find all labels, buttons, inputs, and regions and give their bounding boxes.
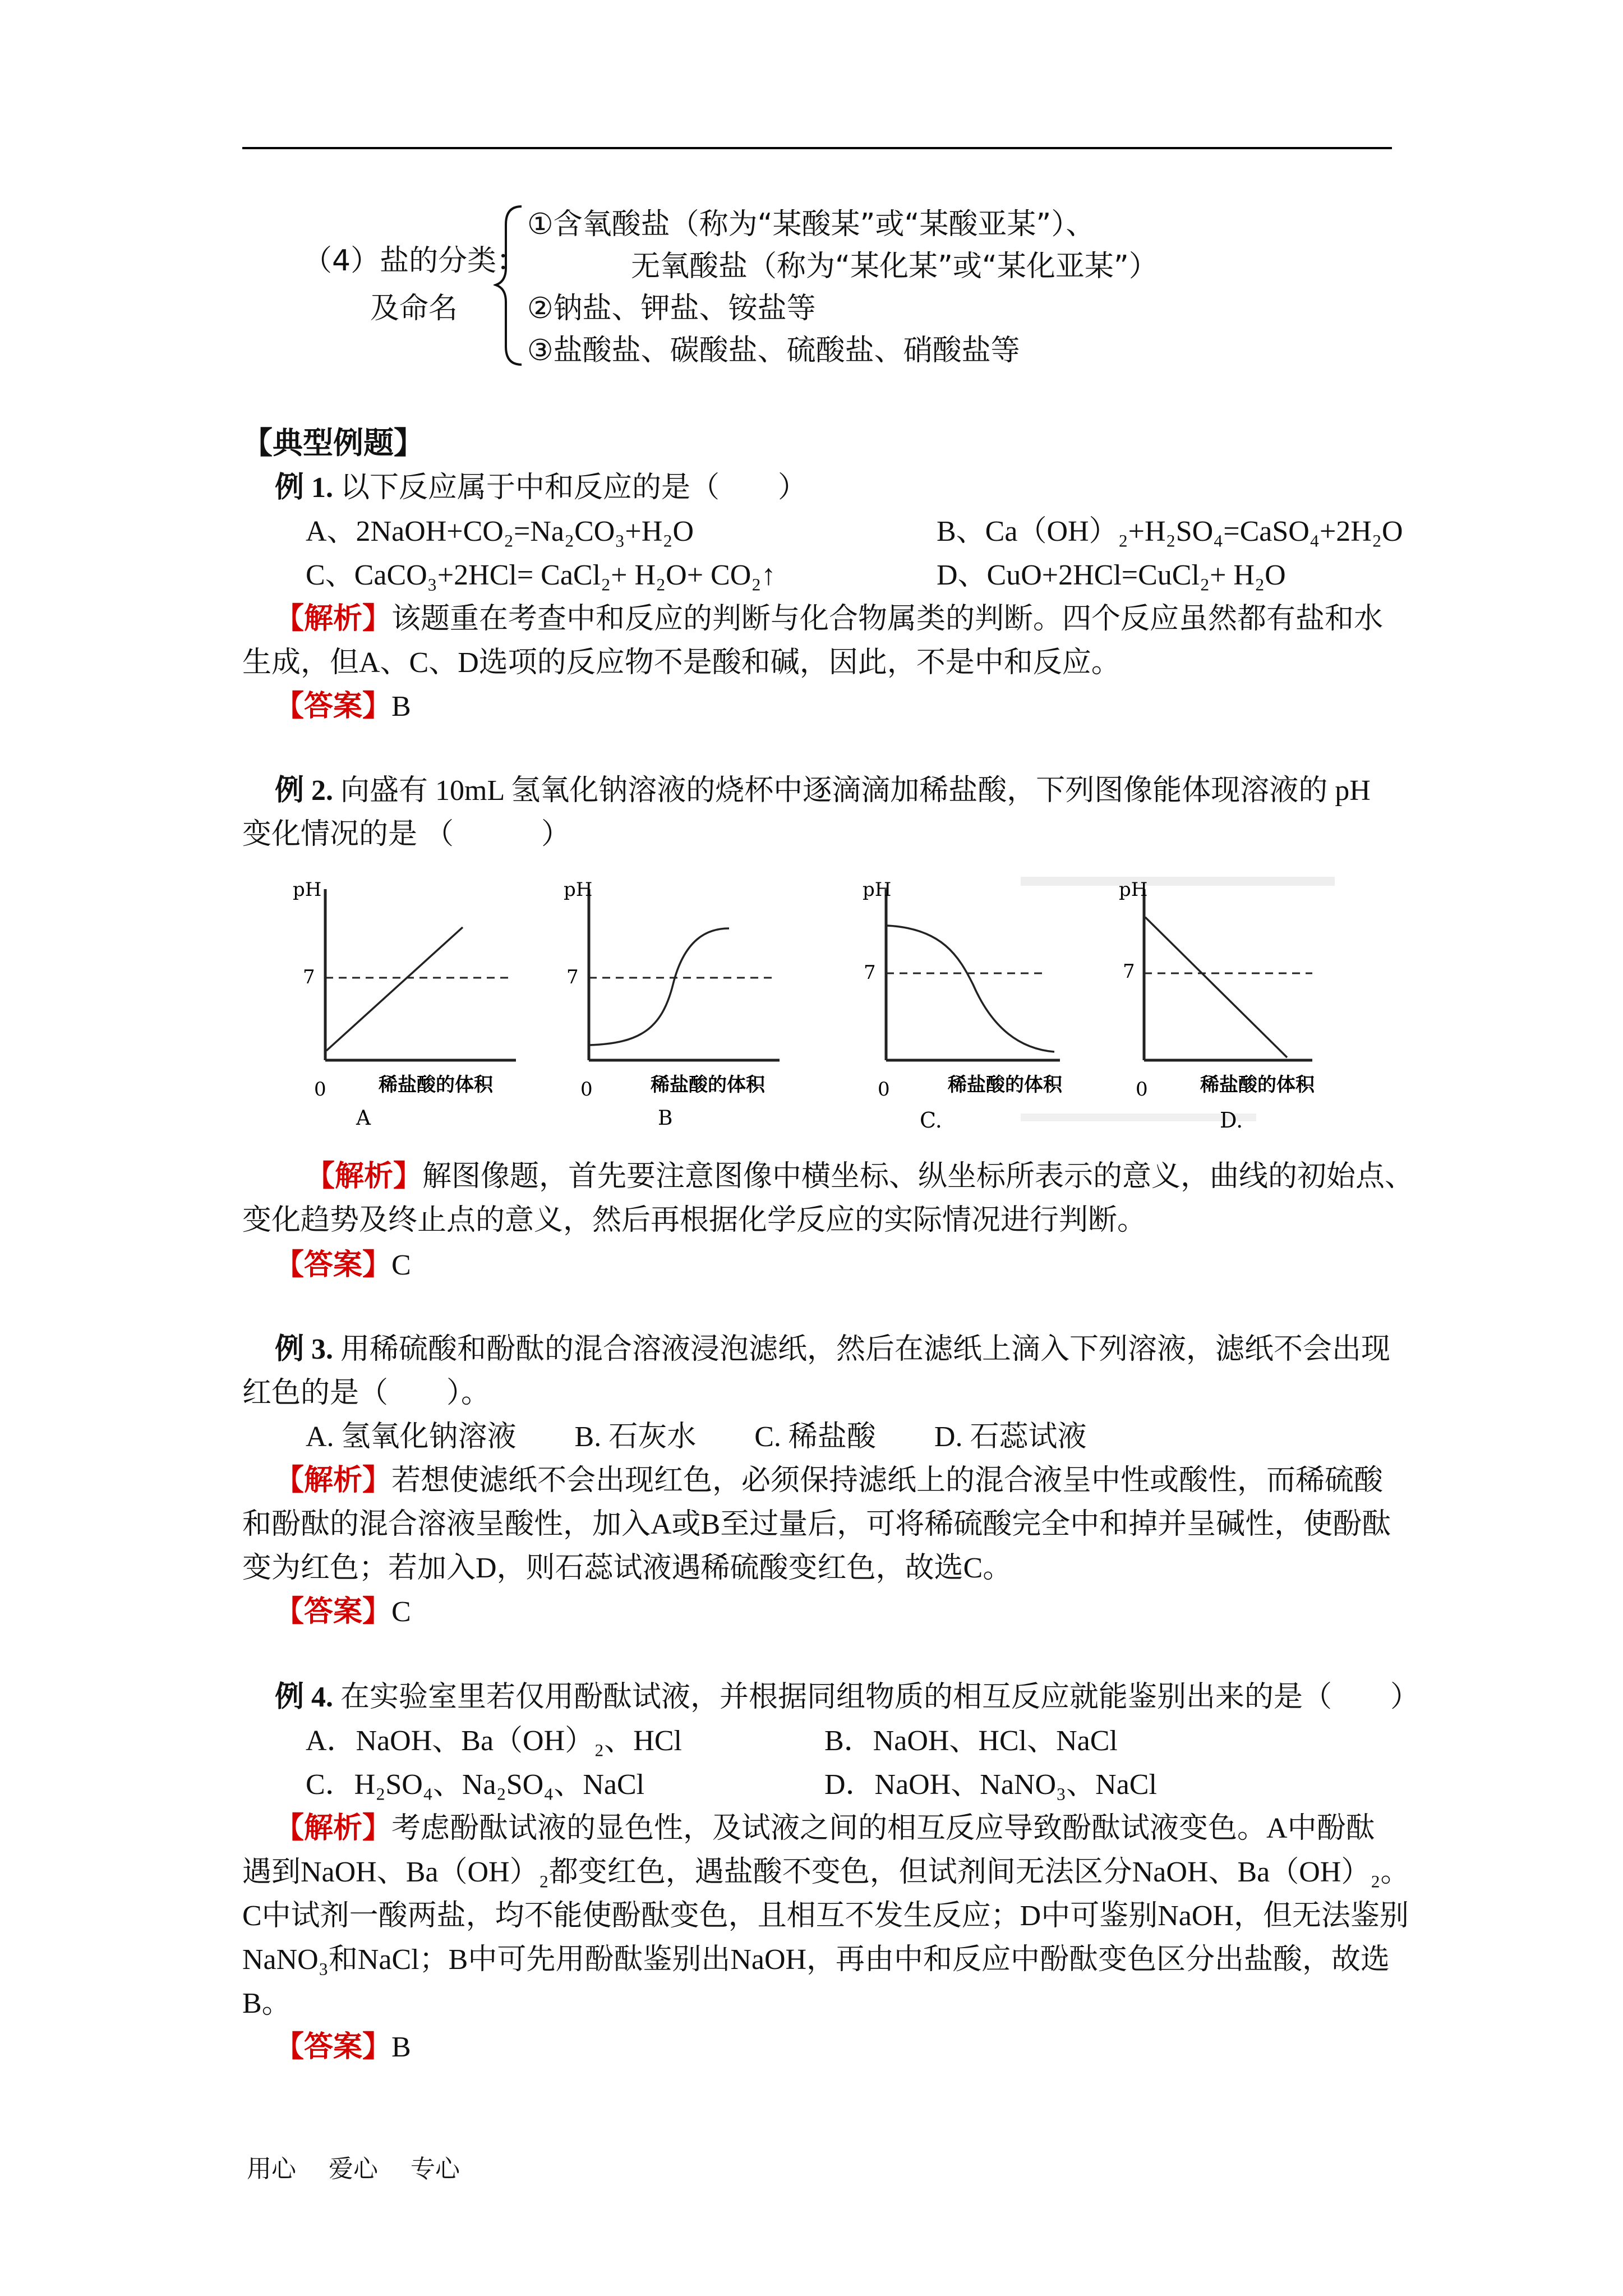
ex2-answer-tag: 【答案】	[275, 1249, 392, 1281]
ph-curve-c	[887, 926, 1054, 1052]
ex4-question	[275, 1681, 1419, 1714]
classification-item-2: ②钠盐、钾盐、铵盐等	[527, 292, 816, 325]
ex3-question-2: 红色的是（ ）。	[242, 1377, 491, 1409]
chart-panel-b	[564, 878, 780, 1130]
ex4-answer	[275, 2031, 411, 2064]
axis-ylabel-c: pH	[863, 878, 892, 901]
axis-ylabel-a: pH	[293, 878, 322, 901]
ex4-answer-value: B	[391, 2031, 411, 2063]
ex1-analysis-2: 生成，但A、C、D选项的反应物不是酸和碱，因此，不是中和反应。	[242, 647, 1121, 679]
panel-label-c: C.	[920, 1108, 942, 1133]
chart-panel-a	[293, 878, 516, 1130]
page-footer: 用心 爱心 专心	[247, 2155, 460, 2183]
section-title: 【典型例题】	[242, 425, 424, 461]
chart-panel-d	[1119, 878, 1315, 1133]
ex1-question-text: 以下反应属于中和反应的是（ ）	[340, 472, 808, 504]
ex3-analysis-2: 和酚酞的混合溶液呈酸性，加入A或B至过量后，可将稀硫酸完全中和掉并呈碱性，使酚酞	[242, 1508, 1391, 1540]
ex2-answer-value: C	[391, 1249, 411, 1281]
axis-xlabel-a: 稀盐酸的体积	[379, 1074, 493, 1096]
classification-label-2: 及命名	[370, 292, 458, 325]
ex3-answer	[275, 1595, 411, 1629]
ex3-analysis-text: 若想使滤纸不会出现红色，必须保持滤纸上的混合液呈中性或酸性，而稀硫酸	[391, 1465, 1384, 1497]
origin-d: 0	[1136, 1078, 1148, 1101]
ex2-label: 例 2.	[275, 775, 334, 807]
ex3-answer-value: C	[391, 1596, 411, 1628]
ex3-label: 例 3.	[275, 1333, 334, 1365]
ex4-analysis-4: NaNO₃和NaCl；B中可先用酚酞鉴别出NaOH，再由中和反应中酚酞变色区分出盐酸，故选	[242, 1944, 1390, 1976]
chart-panel-c	[863, 878, 1063, 1133]
ex4-analysis-text: 考虑酚酞试液的显色性，及试液之间的相互反应导致酚酞试液变色。A中酚酞	[391, 1812, 1375, 1844]
ex1-analysis-text: 该题重在考查中和反应的判断与化合物属类的判断。四个反应虽然都有盐和水	[391, 603, 1384, 635]
ex3-analysis-3: 变为红色；若加入D，则石蕊试液遇稀硫酸变红色，故选C。	[242, 1552, 1012, 1584]
ex4-label: 例 4.	[275, 1681, 334, 1713]
classification-item-1: ①含氧酸盐（称为“某酸某”或“某酸亚某”）、	[527, 208, 1095, 241]
ex3-analysis-tag: 【解析】	[275, 1465, 392, 1497]
ex2-question-2: 变化情况的是 （ ）	[242, 818, 571, 850]
ex1-analysis-tag: 【解析】	[275, 603, 392, 635]
ex2-answer	[275, 1249, 411, 1282]
classification-item-3: ③盐酸盐、碳酸盐、硫酸盐、硝酸盐等	[527, 334, 1020, 367]
ex3-analysis-1	[275, 1464, 1383, 1498]
ex1-label: 例 1.	[275, 472, 334, 504]
classification-item-1b: 无氧酸盐（称为“某化某”或“某化亚某”）	[631, 250, 1158, 283]
axis-xlabel-d: 稀盐酸的体积	[1200, 1074, 1315, 1096]
ex4-option-a: A．NaOH、Ba（OH）₂、HCl	[306, 1725, 682, 1757]
ex4-answer-tag: 【答案】	[275, 2031, 392, 2063]
ex3-question-text: 用稀硫酸和酚酞的混合溶液浸泡滤纸，然后在滤纸上滴入下列溶液，滤纸不会出现	[340, 1333, 1391, 1365]
ref-label-d: 7	[1123, 960, 1135, 983]
ex1-answer-value: B	[391, 691, 411, 723]
ex1-answer	[275, 690, 411, 724]
ex4-analysis-2: 遇到NaOH、Ba（OH）₂都变红色，遇盐酸不变色，但试剂间无法区分NaOH、Ba（OH）₂。	[242, 1856, 1410, 1888]
ex4-option-d: D．NaOH、NaNO₃、NaCl	[824, 1769, 1157, 1801]
axis-xlabel-b: 稀盐酸的体积	[651, 1074, 765, 1096]
ex4-option-c: C．H₂SO₄、Na₂SO₄、NaCl	[306, 1769, 645, 1801]
ex1-option-d: D、CuO+2HCl=CuCl₂+ H₂O	[937, 559, 1286, 591]
ex4-analysis-tag: 【解析】	[275, 1812, 392, 1844]
origin-c: 0	[878, 1078, 890, 1101]
ex4-analysis-5: B。	[242, 1987, 291, 2019]
ex1-answer-tag: 【答案】	[275, 691, 392, 723]
ex2-analysis-1	[306, 1160, 1414, 1194]
classification-brace	[494, 202, 527, 370]
panel-label-d: D.	[1220, 1108, 1243, 1133]
ex1-option-a: A、2NaOH+CO₂=Na₂CO₃+H₂O	[306, 516, 694, 547]
axis-ylabel-b: pH	[564, 878, 593, 901]
ex2-analysis-tag: 【解析】	[306, 1161, 423, 1193]
ref-label-c: 7	[864, 961, 876, 984]
ex3-options: A. 氢氧化钠溶液 B. 石灰水 C. 稀盐酸 D. 石蕊试液	[306, 1421, 1087, 1453]
ex1-option-b: B、Ca（OH）₂+H₂SO₄=CaSO₄+2H₂O	[937, 516, 1403, 547]
axis-ylabel-d: pH	[1119, 878, 1148, 901]
header-rule	[242, 147, 1392, 149]
ref-label-b: 7	[566, 966, 579, 988]
ex4-analysis-3: C中试剂一酸两盐，均不能使酚酞变色，且相互不发生反应；D中可鉴别NaOH，但无法鉴别	[242, 1900, 1409, 1932]
ex4-analysis-1	[275, 1812, 1375, 1846]
ex2-question-text: 向盛有 10mL 氢氧化钠溶液的烧杯中逐滴滴加稀盐酸，下列图像能体现溶液的 pH	[340, 775, 1371, 807]
classification-label: （4）盐的分类：	[303, 244, 526, 278]
panel-label-b: B	[658, 1107, 673, 1130]
ph-curve-a	[326, 927, 463, 1051]
ex4-question-text: 在实验室里若仅用酚酞试液，并根据同组物质的相互反应就能鉴别出来的是（ ）	[340, 1681, 1420, 1713]
ex2-analysis-text: 解图像题，首先要注意图像中横坐标、纵坐标所表示的意义，曲线的初始点、	[422, 1161, 1414, 1193]
ref-label-a: 7	[303, 966, 315, 988]
origin-b: 0	[580, 1078, 593, 1101]
ex1-question	[275, 471, 807, 505]
ex3-answer-tag: 【答案】	[275, 1596, 392, 1628]
ph-curve-d	[1145, 917, 1287, 1057]
panel-label-a: A	[356, 1107, 371, 1130]
ex2-question-1	[275, 774, 1371, 808]
ph-curve-b	[590, 928, 729, 1045]
ph-charts	[247, 867, 1357, 1153]
ex3-question-1	[275, 1333, 1390, 1366]
ex4-option-b: B．NaOH、HCl、NaCl	[824, 1725, 1118, 1757]
ex1-analysis-1	[275, 602, 1383, 636]
origin-a: 0	[314, 1078, 326, 1101]
ex2-analysis-2: 变化趋势及终止点的意义，然后再根据化学反应的实际情况进行判断。	[242, 1204, 1147, 1236]
axis-xlabel-c: 稀盐酸的体积	[948, 1074, 1062, 1096]
ex1-option-c: C、CaCO₃+2HCl= CaCl₂+ H₂O+ CO₂↑	[306, 559, 776, 591]
